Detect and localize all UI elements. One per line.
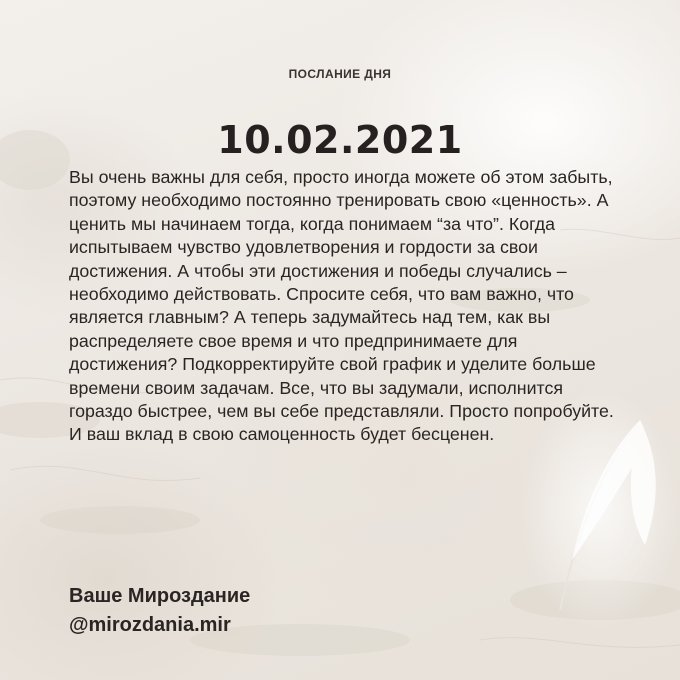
instagram-handle: @mirozdania.mir bbox=[69, 614, 231, 636]
signature: Ваше Мироздание bbox=[69, 585, 251, 607]
subtitle: ПОСЛАНИЕ ДНЯ bbox=[288, 67, 392, 81]
message-text: Вы очень важны для себя, просто иногда можете об этом забыть, поэтому необходимо постоянно тренировать свою «ценность». А ценить мы начинаем тогда, когда понимаем “за что”. Когда испытываем чувство удовлетворения и гордости за свои достижения. А чтобы эти достижения и победы случались – необходимо действовать. Спросите себя, что вам важно, что является главным? А теперь задумайтесь над тем, как вы распределяете свое время и что предпринимаете для достижения? Подкорректируйте свой график и уделите больше времени своим задачам. Все, что вы задумали, исполнится гораздо быстрее, чем вы себе представляли. Просто попробуйте. И ваш вклад в свою самоценность будет бесценен. bbox=[69, 167, 614, 445]
date-heading: 10.02.2021 bbox=[217, 118, 463, 162]
